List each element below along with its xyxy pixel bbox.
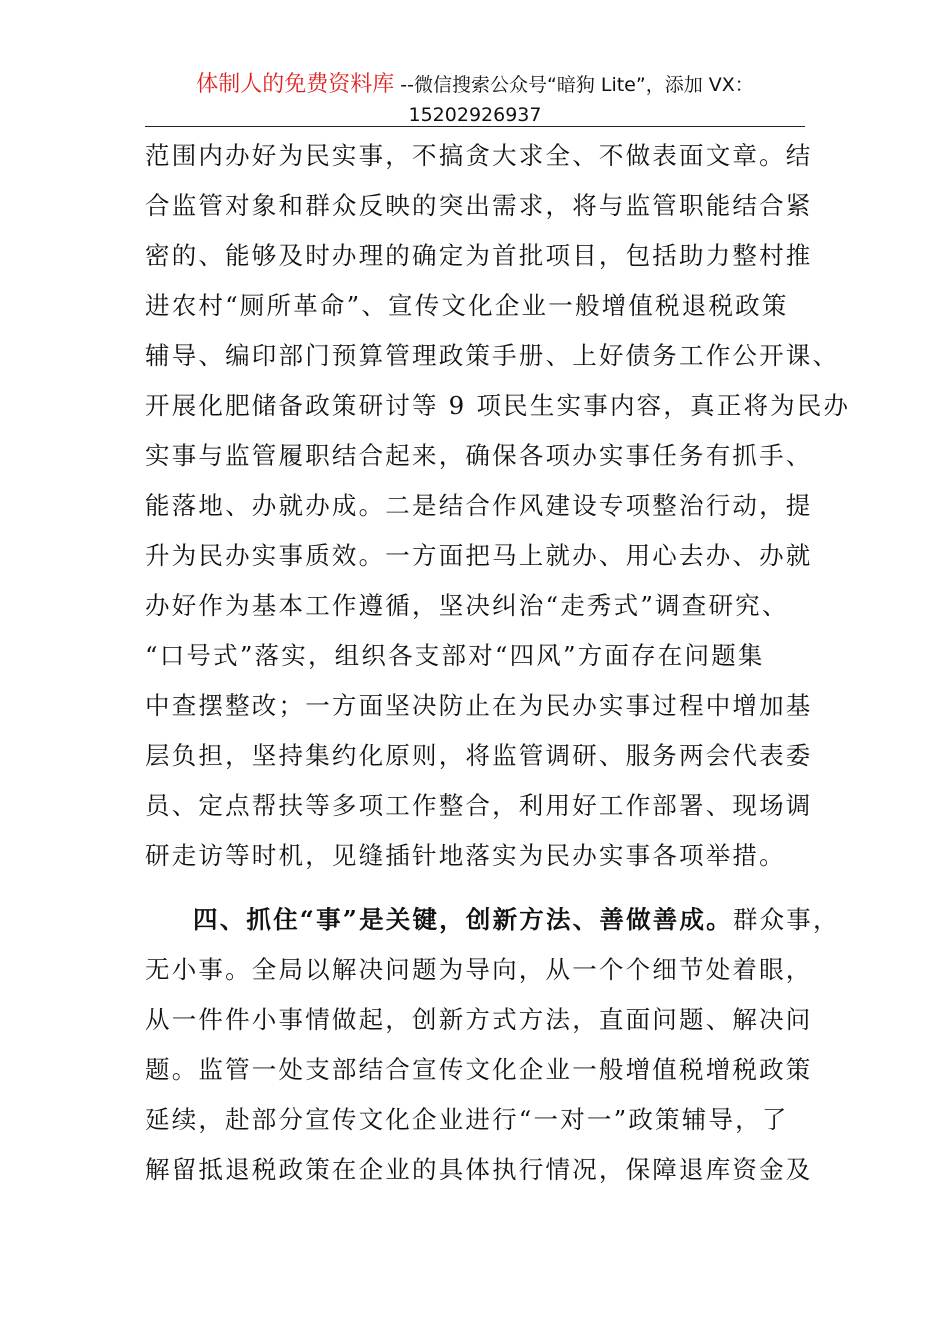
document-body — [145, 131, 851, 1195]
text-line: 无小事。全局以解决问题为导向，从一个个细节处着眼， — [145, 955, 813, 984]
text-line: 题。监管一处支部结合宣传文化企业一般增值税增税政策 — [145, 1055, 813, 1084]
header-phone: 15202926937 — [408, 104, 542, 126]
paragraph-1 — [145, 131, 851, 881]
text-line: 中查摆整改；一方面坚决防止在为民办实事过程中增加基 — [145, 691, 813, 720]
section-heading: 四、抓住“事”是关键，创新方法、善做善成。 — [193, 905, 733, 934]
text-line: 从一件件小事情做起，创新方式方法，直面问题、解决问 — [145, 1005, 813, 1034]
text-line: 合监管对象和群众反映的突出需求，将与监管职能结合紧 — [145, 191, 813, 220]
text-line: 研走访等时机，见缝插针地落实为民办实事各项举措。 — [145, 841, 786, 870]
text-line: 层负担，坚持集约化原则，将监管调研、服务两会代表委 — [145, 741, 813, 770]
paragraph-2 — [145, 895, 840, 1195]
header-brand: 体制人的免费资料库 — [196, 72, 395, 97]
text-line: 范围内办好为民实事，不搞贪大求全、不做表面文章。结 — [145, 141, 813, 170]
text-line: 员、定点帮扶等多项工作整合，利用好工作部署、现场调 — [145, 791, 813, 820]
text-line: 开展化肥储备政策研讨等 9 项民生实事内容，真正将为民办 — [145, 391, 851, 420]
text-line: 能落地、办就办成。二是结合作风建设专项整治行动，提 — [145, 491, 813, 520]
text-line: 实事与监管履职结合起来，确保各项办实事任务有抓手、 — [145, 441, 813, 470]
header-divider — [145, 126, 805, 127]
text-line: 办好作为基本工作遵循，坚决纠治“走秀式”调查研究、 — [145, 591, 789, 620]
text-line: 密的、能够及时办理的确定为首批项目，包括助力整村推 — [145, 241, 813, 270]
text-line: “口号式”落实，组织各支部对“四风”方面存在问题集 — [145, 641, 765, 670]
text-line-first — [145, 895, 840, 945]
text-line: 辅导、编印部门预算管理政策手册、上好债务工作公开课、 — [145, 341, 840, 370]
header-line-1 — [120, 70, 830, 100]
text-line: 延续，赴部分宣传文化企业进行“一对一”政策辅导，了 — [145, 1105, 789, 1134]
text-line: 解留抵退税政策在企业的具体执行情况，保障退库资金及 — [145, 1155, 813, 1184]
page-header — [120, 70, 830, 130]
header-contact-text: --微信搜索公众号“暗狗 Lite”，添加 VX： — [394, 74, 754, 96]
text-line: 进农村“厕所革命”、宣传文化企业一般增值税退税政策 — [145, 291, 789, 320]
text-line: 升为民办实事质效。一方面把马上就办、用心去办、办就 — [145, 541, 813, 570]
heading-followup-text: 群众事， — [732, 905, 840, 934]
